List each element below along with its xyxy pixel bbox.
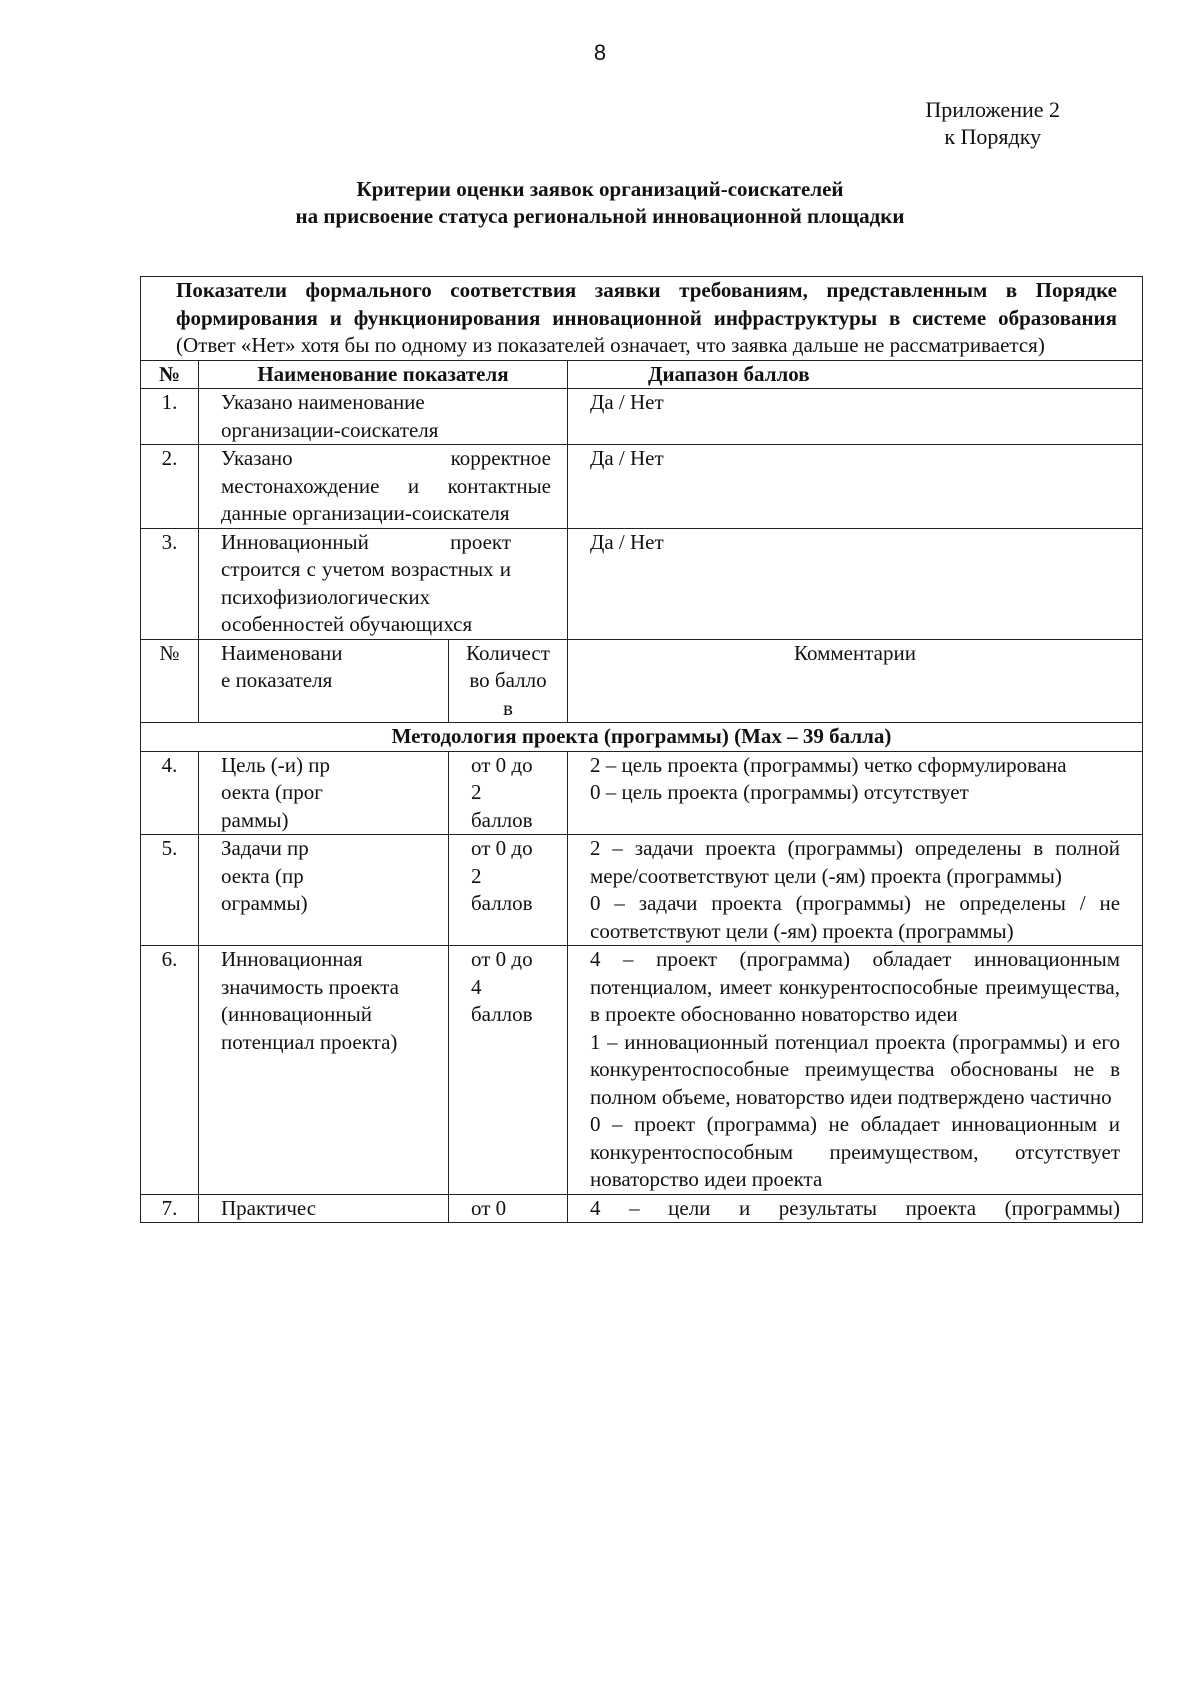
row-score	[449, 946, 568, 1195]
row-num: 1.	[141, 389, 199, 445]
row-name	[199, 751, 449, 835]
row-comment	[568, 751, 1143, 835]
document-title-line-1: Критерии оценки заявок организаций-соискателей	[356, 177, 844, 201]
row-num: 2.	[141, 445, 199, 529]
header2-num: №	[141, 639, 199, 723]
row-name: Практичес	[199, 1194, 449, 1223]
row-num: 6.	[141, 946, 199, 1195]
row-num: 3.	[141, 528, 199, 639]
comment-line: 4 – цели и результаты проекта (программы)	[590, 1195, 1121, 1220]
row-value: Да / Нет	[568, 528, 1143, 639]
row-value: Да / Нет	[568, 445, 1143, 529]
comment-line: 1 – инновационный потенциал проекта (программы) и его конкурентоспособные преимущества обоснованы не в полном объеме, новаторство идеи подтверждено частично	[590, 1029, 1121, 1109]
intro-bold-text: Показатели формального соответствия заявки требованиям, представленным в Порядке формирования и функционирования инновационной инфраструктуры в системе образования	[176, 278, 1118, 330]
table-row	[141, 751, 1143, 835]
row-score: от 0	[449, 1194, 568, 1223]
header2-name-text: Наименование показателя	[221, 640, 343, 692]
row-name	[199, 528, 568, 639]
row-name	[199, 445, 568, 529]
criteria-header-row	[141, 639, 1143, 723]
document-title-line-2: на присвоение статуса региональной инновационной площадки	[295, 204, 905, 228]
row-score	[449, 835, 568, 946]
row-num: 7.	[141, 1194, 199, 1223]
row-value: Да / Нет	[568, 389, 1143, 445]
comment-line: 2 – задачи проекта (программы) определены в полной мере/соответствуют цели (-ям) проекта (программы)	[590, 836, 1121, 888]
criteria-table	[140, 276, 1143, 1223]
intro-cell	[141, 277, 1143, 361]
page-number: 8	[593, 40, 607, 65]
header-name: Наименование показателя	[199, 360, 568, 389]
row-score-text: от 0 до 4 баллов	[471, 947, 533, 1026]
appendix-line-2: к Порядку	[944, 124, 1042, 149]
comment-line: 4 – проект (программа) обладает инновационным потенциалом, имеет конкурентоспособные преимущества, в проекте обоснованно новаторство идеи	[590, 947, 1121, 1026]
row-score	[449, 751, 568, 835]
row-name	[199, 835, 449, 946]
row-name-text: Указано корректное местонахождение и контактные данные организации-соискателя	[221, 446, 551, 525]
header2-comments: Комментарии	[568, 639, 1143, 723]
header-num: №	[141, 360, 199, 389]
intro-row	[141, 277, 1143, 361]
row-num: 5.	[141, 835, 199, 946]
row-name-text: Инновационный проект строится с учетом возрастных и психофизиологических особенностей обучающихся	[221, 529, 511, 636]
appendix-line-1: Приложение 2	[925, 97, 1060, 122]
comment-line: 2 – цель проекта (программы) четко сформулирована	[590, 752, 1067, 777]
comment-line: 0 – задачи проекта (программы) не определены / не соответствуют цели (-ям) проекта (программы)	[590, 891, 1121, 943]
row-comment	[568, 1194, 1143, 1223]
comment-line: 0 – проект (программа) не обладает инновационным и конкурентоспособным преимуществом, отсутствует новаторство идеи проекта	[590, 1112, 1121, 1191]
row-score-text: от 0 до 2 баллов	[471, 752, 533, 832]
table-row	[141, 835, 1143, 946]
comment-line: 0 – цель проекта (программы) отсутствует	[590, 780, 969, 804]
row-num: 4.	[141, 751, 199, 835]
row-name-text: Цель (-и) проекта (программы)	[221, 752, 330, 832]
table-row	[141, 389, 1143, 445]
table-row	[141, 946, 1143, 1195]
header-range: Диапазон баллов	[568, 360, 1143, 389]
row-name: Инновационная значимость проекта (инновационный потенциал проекта)	[199, 946, 449, 1195]
row-name-text: Задачи проекта (программы)	[221, 836, 309, 915]
appendix-label	[925, 96, 1060, 150]
row-comment	[568, 835, 1143, 946]
table-row	[141, 445, 1143, 529]
intro-normal-text: (Ответ «Нет» хотя бы по одному из показателей означает, что заявка дальше не рассматривается)	[176, 333, 1045, 357]
table-row	[141, 528, 1143, 639]
header2-count	[449, 639, 568, 723]
table-row	[141, 1194, 1143, 1223]
header2-count-text: Количество баллов	[466, 640, 550, 720]
row-comment	[568, 946, 1143, 1195]
section-title: Методология проекта (программы) (Max – 39 балла)	[141, 723, 1143, 752]
row-score-text: от 0 до 2 баллов	[471, 836, 533, 915]
row-name: Указано наименование организации-соискателя	[199, 389, 568, 445]
formal-header-row	[141, 360, 1143, 389]
section-row	[141, 723, 1143, 752]
document-title	[0, 176, 1200, 230]
header2-name	[199, 639, 449, 723]
